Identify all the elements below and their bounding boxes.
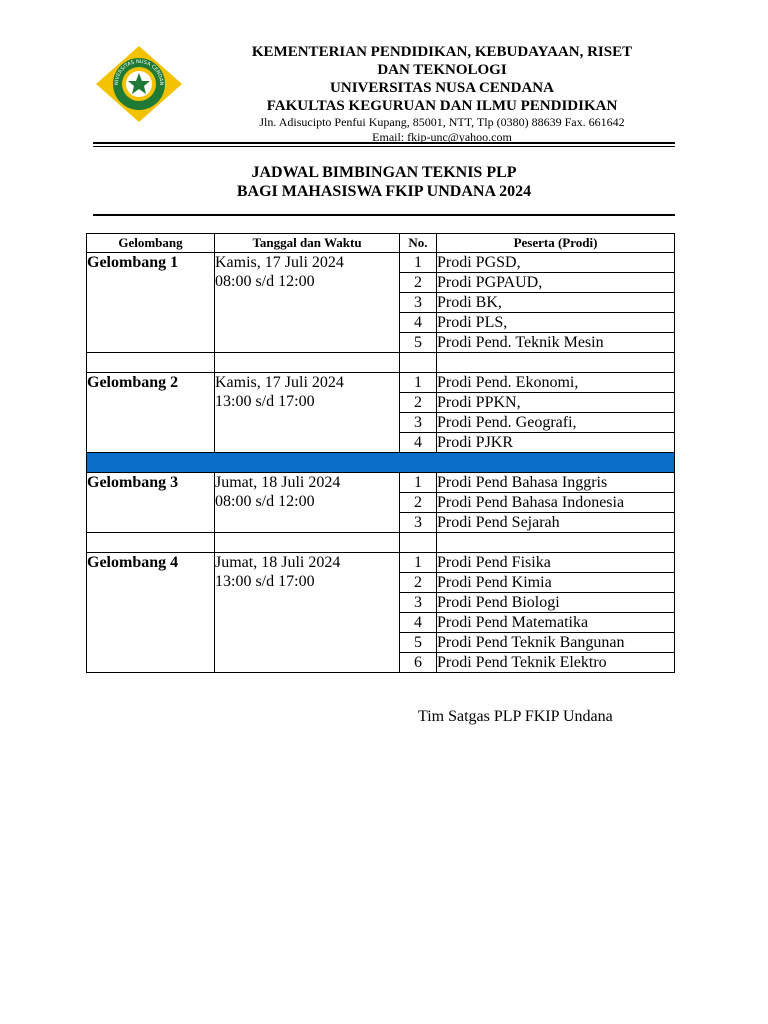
date-time-cell bbox=[215, 373, 400, 453]
table-header-row bbox=[87, 234, 675, 253]
row-number: 4 bbox=[400, 313, 437, 333]
gelombang-name: Gelombang 2 bbox=[87, 373, 215, 453]
ministry-name-cont: DAN TEKNOLOGI bbox=[377, 62, 507, 78]
prodi-name: Prodi Pend Bahasa Indonesia bbox=[437, 493, 675, 513]
prodi-name: Prodi Pend Biologi bbox=[437, 593, 675, 613]
gelombang-name: Gelombang 4 bbox=[87, 553, 215, 673]
session-time: 13:00 s/d 17:00 bbox=[215, 393, 315, 410]
prodi-name: Prodi PPKN, bbox=[437, 393, 675, 413]
prodi-name: Prodi Pend Sejarah bbox=[437, 513, 675, 533]
gelombang-name: Gelombang 3 bbox=[87, 473, 215, 533]
row-number: 2 bbox=[400, 493, 437, 513]
svg-text:UNIVERSITAS NUSA CENDANA: NIVERSITAS NUSA CENDAN bbox=[113, 58, 165, 86]
title-rule bbox=[93, 214, 675, 216]
ministry-name: KEMENTERIAN PENDIDIKAN, KEBUDAYAAN, RISET bbox=[251, 44, 633, 60]
table-row bbox=[87, 253, 675, 273]
session-time: 08:00 s/d 12:00 bbox=[215, 493, 315, 510]
col-header-gelombang: Gelombang bbox=[87, 234, 215, 253]
row-number: 2 bbox=[400, 573, 437, 593]
prodi-name: Prodi Pend. Teknik Mesin bbox=[437, 333, 675, 353]
prodi-name: Prodi Pend Kimia bbox=[437, 573, 675, 593]
prodi-name: Prodi PLS, bbox=[437, 313, 675, 333]
row-number: 5 bbox=[400, 633, 437, 653]
row-number: 4 bbox=[400, 613, 437, 633]
prodi-name: Prodi Pend. Ekonomi, bbox=[437, 373, 675, 393]
blank-cell bbox=[87, 353, 215, 373]
row-number: 3 bbox=[400, 593, 437, 613]
schedule-table bbox=[86, 233, 675, 673]
title-line-2: BAGI MAHASISWA FKIP UNDANA 2024 bbox=[236, 183, 532, 200]
session-date: Jumat, 18 Juli 2024 bbox=[215, 554, 341, 571]
prodi-name: Prodi Pend Fisika bbox=[437, 553, 675, 573]
row-number: 6 bbox=[400, 653, 437, 673]
session-date: Kamis, 17 Juli 2024 bbox=[215, 374, 344, 391]
table-row bbox=[87, 473, 675, 493]
row-number: 3 bbox=[400, 513, 437, 533]
col-header-peserta: Peserta (Prodi) bbox=[437, 234, 675, 253]
prodi-name: Prodi PGPAUD, bbox=[437, 273, 675, 293]
university-name: UNIVERSITAS NUSA CENDANA bbox=[330, 80, 554, 96]
table-row bbox=[87, 373, 675, 393]
blank-cell bbox=[215, 353, 400, 373]
blank-cell bbox=[87, 533, 215, 553]
row-number: 1 bbox=[400, 373, 437, 393]
blank-cell bbox=[437, 533, 675, 553]
row-number: 3 bbox=[400, 293, 437, 313]
faculty-name: FAKULTAS KEGURUAN DAN ILMU PENDIDIKAN bbox=[266, 98, 618, 114]
row-number: 2 bbox=[400, 393, 437, 413]
prodi-name: Prodi PGSD, bbox=[437, 253, 675, 273]
email: Email: fkip-unc@yahoo.com bbox=[372, 130, 512, 144]
prodi-name: Prodi Pend Teknik Bangunan bbox=[437, 633, 675, 653]
prodi-name: Prodi BK, bbox=[437, 293, 675, 313]
session-date: Kamis, 17 Juli 2024 bbox=[215, 254, 344, 271]
row-number: 5 bbox=[400, 333, 437, 353]
header-rule-thick bbox=[93, 142, 675, 144]
title-line-1: JADWAL BIMBINGAN TEKNIS PLP bbox=[251, 164, 517, 181]
row-number: 3 bbox=[400, 413, 437, 433]
separator-row bbox=[87, 533, 675, 553]
letterhead bbox=[210, 43, 674, 145]
session-date: Jumat, 18 Juli 2024 bbox=[215, 474, 341, 491]
date-time-cell bbox=[215, 253, 400, 353]
signature: Tim Satgas PLP FKIP Undana bbox=[418, 708, 613, 725]
page-title bbox=[93, 163, 675, 201]
session-time: 13:00 s/d 17:00 bbox=[215, 573, 315, 590]
university-logo-icon bbox=[94, 44, 184, 124]
blank-cell bbox=[400, 533, 437, 553]
session-time: 08:00 s/d 12:00 bbox=[215, 273, 315, 290]
blank-cell bbox=[437, 353, 675, 373]
col-header-no: No. bbox=[400, 234, 437, 253]
row-number: 1 bbox=[400, 253, 437, 273]
blank-cell bbox=[400, 353, 437, 373]
gelombang-name: Gelombang 1 bbox=[87, 253, 215, 353]
blue-separator bbox=[87, 453, 675, 473]
header-rule-thin bbox=[93, 146, 675, 147]
prodi-name: Prodi Pend Matematika bbox=[437, 613, 675, 633]
row-number: 1 bbox=[400, 473, 437, 493]
row-number: 2 bbox=[400, 273, 437, 293]
address: Jln. Adisucipto Penfui Kupang, 85001, NTT, Tlp (0380) 88639 Fax. 661642 bbox=[259, 115, 625, 129]
prodi-name: Prodi Pend Bahasa Inggris bbox=[437, 473, 675, 493]
blank-cell bbox=[215, 533, 400, 553]
prodi-name: Prodi PJKR bbox=[437, 433, 675, 453]
separator-row bbox=[87, 353, 675, 373]
row-number: 1 bbox=[400, 553, 437, 573]
row-number: 4 bbox=[400, 433, 437, 453]
col-header-tanggal: Tanggal dan Waktu bbox=[215, 234, 400, 253]
prodi-name: Prodi Pend Teknik Elektro bbox=[437, 653, 675, 673]
separator-row bbox=[87, 453, 675, 473]
date-time-cell bbox=[215, 473, 400, 533]
table-row bbox=[87, 553, 675, 573]
date-time-cell bbox=[215, 553, 400, 673]
prodi-name: Prodi Pend. Geografi, bbox=[437, 413, 675, 433]
